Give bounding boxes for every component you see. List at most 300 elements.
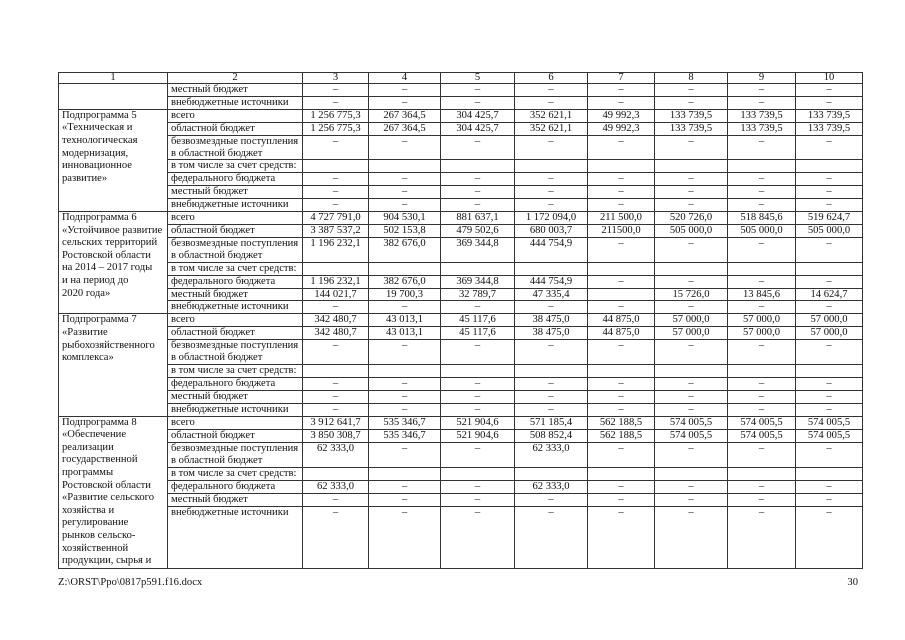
table-row — [59, 96, 863, 109]
funding-source-line: в областной бюджет — [171, 249, 263, 261]
footer-file-path: Z:\ORST\Ppo\0817p591.f16.docx — [58, 577, 203, 588]
value-cell: – — [303, 135, 369, 160]
funding-source-cell: областной бюджет — [168, 122, 303, 135]
subprogram-name-line: Подпрограмма 7 — [62, 314, 137, 326]
value-cell — [588, 288, 655, 301]
table-row — [59, 493, 863, 506]
value-cell: – — [441, 135, 515, 160]
value-cell: 133 739,5 — [796, 109, 863, 122]
value-cell — [655, 262, 728, 275]
subprogram-name-cell — [59, 84, 168, 110]
subprogram-name-cell — [59, 416, 168, 568]
value-cell: – — [655, 442, 728, 467]
value-cell: – — [655, 403, 728, 416]
value-cell: – — [796, 506, 863, 568]
funding-source-cell: внебюджетные источники — [168, 199, 303, 212]
subprogram-name-line: технологическая — [62, 135, 138, 146]
value-cell: – — [369, 442, 441, 467]
value-cell: – — [588, 186, 655, 199]
subprogram-name-line: сельских территорий — [62, 237, 158, 249]
value-cell — [303, 467, 369, 480]
value-cell: – — [655, 275, 728, 288]
value-cell: – — [588, 377, 655, 390]
value-cell: 508 852,4 — [515, 429, 588, 442]
value-cell: 881 637,1 — [441, 212, 515, 225]
value-cell — [369, 364, 441, 377]
value-cell — [441, 262, 515, 275]
value-cell: 133 739,5 — [655, 122, 728, 135]
value-cell: – — [369, 340, 441, 365]
funding-source-cell: в том числе за счет средств: — [168, 160, 303, 173]
value-cell: 4 727 791,0 — [303, 212, 369, 225]
value-cell: – — [655, 480, 728, 493]
value-cell: – — [796, 301, 863, 314]
funding-source-cell: федерального бюджета — [168, 480, 303, 493]
value-cell: – — [441, 506, 515, 568]
subprogram-name-line: хозяйственной — [62, 542, 129, 554]
value-cell: 3 387 537,2 — [303, 224, 369, 237]
value-cell: 38 475,0 — [515, 314, 588, 327]
value-cell — [588, 467, 655, 480]
value-cell: – — [588, 340, 655, 365]
value-cell: 444 754,9 — [515, 275, 588, 288]
funding-source-cell: областной бюджет — [168, 429, 303, 442]
value-cell: – — [441, 186, 515, 199]
value-cell: – — [655, 237, 728, 262]
funding-source-cell: областной бюджет — [168, 327, 303, 340]
funding-source-cell — [168, 237, 303, 262]
value-cell: 1 196 232,1 — [303, 237, 369, 262]
value-cell: – — [441, 96, 515, 109]
table-row — [59, 212, 863, 225]
column-number-header: 3 — [303, 73, 369, 84]
value-cell: – — [728, 237, 796, 262]
value-cell: – — [655, 340, 728, 365]
value-cell: – — [441, 493, 515, 506]
value-cell: – — [728, 442, 796, 467]
value-cell: – — [728, 340, 796, 365]
value-cell — [303, 262, 369, 275]
table-row — [59, 403, 863, 416]
column-number-header: 8 — [655, 73, 728, 84]
table-row — [59, 327, 863, 340]
value-cell — [369, 467, 441, 480]
column-number-header: 2 — [168, 73, 303, 84]
value-cell: 521 904,6 — [441, 429, 515, 442]
value-cell: – — [728, 403, 796, 416]
value-cell: 3 912 641,7 — [303, 416, 369, 429]
value-cell: 574 005,5 — [796, 429, 863, 442]
value-cell: 1 196 232,1 — [303, 275, 369, 288]
funding-source-cell: федерального бюджета — [168, 275, 303, 288]
value-cell: – — [796, 442, 863, 467]
table-row — [59, 506, 863, 568]
value-cell — [728, 467, 796, 480]
value-cell: – — [728, 390, 796, 403]
value-cell: – — [655, 135, 728, 160]
subprogram-name-line: рыбохозяйственного — [62, 339, 155, 351]
table-body — [59, 84, 863, 569]
value-cell: – — [588, 135, 655, 160]
budget-table — [58, 72, 863, 569]
header-row — [59, 73, 863, 84]
table-row — [59, 122, 863, 135]
value-cell: 518 845,6 — [728, 212, 796, 225]
value-cell: 382 676,0 — [369, 237, 441, 262]
value-cell: – — [515, 173, 588, 186]
value-cell: – — [796, 186, 863, 199]
value-cell: 505 000,0 — [796, 224, 863, 237]
table-row — [59, 442, 863, 467]
value-cell — [303, 364, 369, 377]
value-cell: – — [369, 301, 441, 314]
value-cell: – — [655, 390, 728, 403]
value-cell: 1 256 775,3 — [303, 122, 369, 135]
value-cell: – — [728, 377, 796, 390]
value-cell: – — [369, 135, 441, 160]
table-row — [59, 160, 863, 173]
subprogram-name-line: государственной — [62, 454, 138, 466]
value-cell — [515, 262, 588, 275]
funding-source-cell: внебюджетные источники — [168, 403, 303, 416]
table-row — [59, 301, 863, 314]
subprogram-name-line: хозяйства и — [62, 504, 115, 516]
value-cell: – — [515, 493, 588, 506]
value-cell: – — [515, 135, 588, 160]
value-cell: – — [796, 96, 863, 109]
table-row — [59, 314, 863, 327]
value-cell — [441, 467, 515, 480]
value-cell: – — [369, 173, 441, 186]
value-cell: 574 005,5 — [796, 416, 863, 429]
funding-source-cell: внебюджетные источники — [168, 506, 303, 568]
value-cell — [728, 364, 796, 377]
value-cell: – — [796, 275, 863, 288]
value-cell: – — [515, 390, 588, 403]
value-cell: 574 005,5 — [728, 429, 796, 442]
value-cell: 57 000,0 — [728, 314, 796, 327]
value-cell: 369 344,8 — [441, 237, 515, 262]
subprogram-name-line: Подпрограмма 5 — [62, 109, 137, 121]
subprogram-name-line: реализации — [62, 441, 114, 453]
table-row — [59, 340, 863, 365]
table-row — [59, 237, 863, 262]
funding-source-cell: внебюджетные источники — [168, 96, 303, 109]
value-cell: – — [796, 390, 863, 403]
value-cell: – — [655, 96, 728, 109]
value-cell: – — [303, 340, 369, 365]
value-cell: 1 172 094,0 — [515, 212, 588, 225]
value-cell: 62 333,0 — [515, 480, 588, 493]
value-cell: 19 700,3 — [369, 288, 441, 301]
value-cell: 57 000,0 — [655, 327, 728, 340]
value-cell: – — [303, 506, 369, 568]
value-cell: 57 000,0 — [796, 314, 863, 327]
value-cell: – — [796, 135, 863, 160]
value-cell: – — [796, 403, 863, 416]
funding-source-cell: федерального бюджета — [168, 377, 303, 390]
value-cell: 15 726,0 — [655, 288, 728, 301]
value-cell: – — [369, 199, 441, 212]
value-cell: – — [796, 84, 863, 97]
funding-source-cell — [168, 135, 303, 160]
funding-source-cell: федерального бюджета — [168, 173, 303, 186]
value-cell: 57 000,0 — [655, 314, 728, 327]
column-number-header: 10 — [796, 73, 863, 84]
value-cell: – — [303, 493, 369, 506]
value-cell: 32 789,7 — [441, 288, 515, 301]
value-cell: 520 726,0 — [655, 212, 728, 225]
value-cell: – — [588, 493, 655, 506]
subprogram-name-line: инновационное — [62, 160, 132, 172]
value-cell: – — [796, 480, 863, 493]
value-cell: – — [441, 403, 515, 416]
value-cell: – — [588, 84, 655, 97]
subprogram-name-line: «Устойчивое развитие — [62, 224, 163, 236]
value-cell — [441, 364, 515, 377]
value-cell: 144 021,7 — [303, 288, 369, 301]
value-cell — [796, 364, 863, 377]
value-cell: – — [303, 84, 369, 97]
funding-source-line: в областной бюджет — [171, 454, 263, 466]
value-cell: – — [655, 377, 728, 390]
subprogram-name-line: на 2014 – 2017 годы — [62, 262, 153, 274]
value-cell: – — [588, 390, 655, 403]
value-cell: – — [515, 403, 588, 416]
value-cell: – — [369, 506, 441, 568]
value-cell: 62 333,0 — [303, 442, 369, 467]
value-cell: – — [303, 199, 369, 212]
value-cell: – — [588, 96, 655, 109]
value-cell: – — [728, 96, 796, 109]
value-cell: – — [655, 173, 728, 186]
funding-source-cell: всего — [168, 416, 303, 429]
value-cell — [796, 262, 863, 275]
value-cell: – — [588, 480, 655, 493]
value-cell: – — [588, 442, 655, 467]
value-cell: – — [796, 377, 863, 390]
subprogram-name-line: регулирование — [62, 517, 129, 529]
subprogram-name-cell — [59, 314, 168, 416]
value-cell: – — [369, 403, 441, 416]
column-number-header: 4 — [369, 73, 441, 84]
value-cell: 211500,0 — [588, 224, 655, 237]
value-cell: 45 117,6 — [441, 314, 515, 327]
subprogram-name-line: программы — [62, 466, 114, 478]
value-cell: – — [588, 199, 655, 212]
funding-source-cell: внебюджетные источники — [168, 301, 303, 314]
value-cell — [441, 160, 515, 173]
value-cell: – — [796, 493, 863, 506]
value-cell — [655, 467, 728, 480]
column-number-header: 9 — [728, 73, 796, 84]
value-cell: 574 005,5 — [655, 416, 728, 429]
value-cell: – — [796, 237, 863, 262]
table-row — [59, 390, 863, 403]
funding-source-cell: областной бюджет — [168, 224, 303, 237]
subprogram-name-line: Ростовской области — [62, 249, 151, 261]
value-cell: – — [441, 301, 515, 314]
value-cell: – — [369, 377, 441, 390]
subprogram-name-line: развитие» — [62, 172, 108, 184]
value-cell: – — [303, 173, 369, 186]
table-row — [59, 262, 863, 275]
value-cell: – — [728, 84, 796, 97]
table-row — [59, 416, 863, 429]
value-cell — [796, 467, 863, 480]
value-cell: – — [441, 199, 515, 212]
value-cell: – — [303, 96, 369, 109]
value-cell: 571 185,4 — [515, 416, 588, 429]
table-row — [59, 84, 863, 97]
value-cell: – — [655, 199, 728, 212]
subprogram-name-line: продукции, сырья и — [62, 555, 152, 567]
subprogram-name-line: модернизация, — [62, 147, 129, 159]
value-cell: – — [655, 506, 728, 568]
value-cell: 133 739,5 — [728, 109, 796, 122]
table-row — [59, 109, 863, 122]
value-cell: – — [728, 275, 796, 288]
value-cell: 535 346,7 — [369, 429, 441, 442]
funding-source-line: безвозмездные поступления — [171, 237, 299, 249]
value-cell — [515, 160, 588, 173]
subprogram-name-line: «Развитие — [62, 326, 108, 338]
funding-source-line: безвозмездные поступления — [171, 340, 299, 352]
value-cell: – — [303, 390, 369, 403]
table-row — [59, 135, 863, 160]
value-cell: – — [796, 340, 863, 365]
value-cell: – — [441, 377, 515, 390]
value-cell: – — [728, 186, 796, 199]
value-cell: – — [441, 442, 515, 467]
column-number-header: 1 — [59, 73, 168, 84]
value-cell: 47 335,4 — [515, 288, 588, 301]
value-cell: 680 003,7 — [515, 224, 588, 237]
value-cell: – — [441, 480, 515, 493]
value-cell: – — [303, 186, 369, 199]
value-cell: 562 188,5 — [588, 429, 655, 442]
value-cell: 44 875,0 — [588, 314, 655, 327]
funding-source-line: безвозмездные поступления — [171, 442, 299, 454]
value-cell: – — [441, 390, 515, 403]
value-cell — [728, 262, 796, 275]
value-cell: 14 624,7 — [796, 288, 863, 301]
value-cell: – — [728, 301, 796, 314]
value-cell: – — [728, 135, 796, 160]
value-cell: – — [588, 275, 655, 288]
value-cell — [796, 160, 863, 173]
value-cell: – — [588, 173, 655, 186]
value-cell: – — [515, 301, 588, 314]
subprogram-name-line: рынков сельско- — [62, 529, 136, 541]
funding-source-cell: местный бюджет — [168, 390, 303, 403]
subprogram-name-line: Ростовской области — [62, 479, 151, 491]
value-cell: 267 364,5 — [369, 122, 441, 135]
table-row — [59, 173, 863, 186]
value-cell: 44 875,0 — [588, 327, 655, 340]
value-cell: – — [728, 173, 796, 186]
value-cell: – — [588, 301, 655, 314]
subprogram-name-line: «Развитие сельского — [62, 492, 155, 504]
value-cell: – — [441, 173, 515, 186]
funding-source-cell: всего — [168, 212, 303, 225]
value-cell: – — [655, 186, 728, 199]
subprogram-name-line: комплекса» — [62, 352, 114, 364]
value-cell: 519 624,7 — [796, 212, 863, 225]
value-cell: 502 153,8 — [369, 224, 441, 237]
value-cell: – — [515, 340, 588, 365]
funding-source-cell — [168, 442, 303, 467]
funding-source-cell: в том числе за счет средств: — [168, 467, 303, 480]
value-cell: 382 676,0 — [369, 275, 441, 288]
value-cell: – — [303, 301, 369, 314]
value-cell: – — [515, 506, 588, 568]
column-number-header: 5 — [441, 73, 515, 84]
column-number-header: 7 — [588, 73, 655, 84]
value-cell: 133 739,5 — [728, 122, 796, 135]
value-cell: 505 000,0 — [655, 224, 728, 237]
subprogram-name-line: «Техническая и — [62, 122, 133, 134]
value-cell: – — [369, 84, 441, 97]
value-cell: 444 754,9 — [515, 237, 588, 262]
value-cell: 38 475,0 — [515, 327, 588, 340]
value-cell: – — [515, 84, 588, 97]
value-cell: 304 425,7 — [441, 109, 515, 122]
value-cell: – — [515, 96, 588, 109]
page-number: 30 — [847, 577, 858, 588]
value-cell: 43 013,1 — [369, 327, 441, 340]
value-cell: 62 333,0 — [515, 442, 588, 467]
value-cell: – — [515, 186, 588, 199]
value-cell: – — [655, 493, 728, 506]
value-cell: – — [728, 506, 796, 568]
value-cell: 304 425,7 — [441, 122, 515, 135]
funding-source-line: безвозмездные поступления — [171, 135, 299, 147]
table-row — [59, 429, 863, 442]
value-cell — [369, 262, 441, 275]
value-cell: 505 000,0 — [728, 224, 796, 237]
value-cell: – — [515, 199, 588, 212]
value-cell: 574 005,5 — [655, 429, 728, 442]
value-cell: – — [369, 390, 441, 403]
value-cell: – — [588, 506, 655, 568]
value-cell: 369 344,8 — [441, 275, 515, 288]
value-cell — [369, 160, 441, 173]
funding-source-cell: местный бюджет — [168, 186, 303, 199]
funding-source-cell: всего — [168, 314, 303, 327]
value-cell — [588, 364, 655, 377]
value-cell: 342 480,7 — [303, 327, 369, 340]
value-cell — [655, 160, 728, 173]
value-cell: 45 117,6 — [441, 327, 515, 340]
subprogram-name-line: «Обеспечение — [62, 429, 127, 441]
funding-source-cell: в том числе за счет средств: — [168, 364, 303, 377]
value-cell — [588, 262, 655, 275]
funding-source-line: в областной бюджет — [171, 352, 263, 364]
funding-source-cell: всего — [168, 109, 303, 122]
table-row — [59, 199, 863, 212]
funding-source-cell: местный бюджет — [168, 288, 303, 301]
value-cell: – — [655, 301, 728, 314]
value-cell: – — [588, 237, 655, 262]
table-row — [59, 275, 863, 288]
table-row — [59, 186, 863, 199]
column-number-header: 6 — [515, 73, 588, 84]
subprogram-name-cell — [59, 109, 168, 211]
table-row — [59, 377, 863, 390]
value-cell: – — [369, 480, 441, 493]
value-cell: – — [588, 403, 655, 416]
